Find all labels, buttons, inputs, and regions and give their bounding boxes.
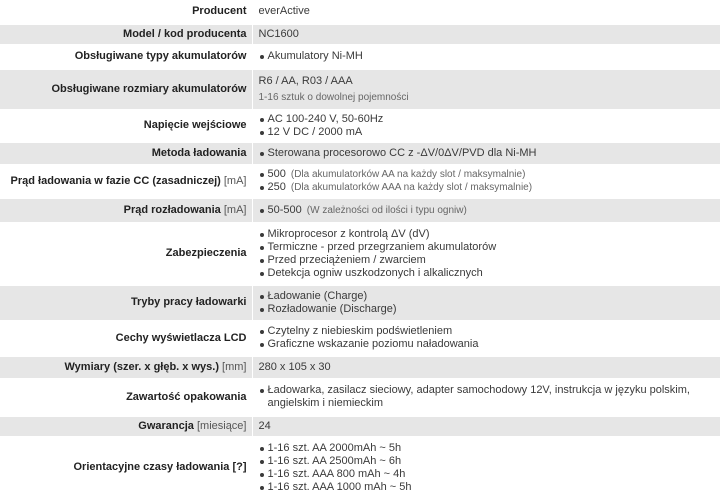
spec-label: Producent xyxy=(0,0,252,24)
list-item: Mikroprocesor z kontrolą ΔV (dV) xyxy=(259,228,720,241)
list-item: Rozładowanie (Discharge) xyxy=(259,303,720,316)
spec-label: Prąd ładowania w fazie CC (zasadniczej) [mA] xyxy=(0,164,252,198)
spec-value xyxy=(252,320,720,356)
list-item: 1-16 szt. AAA 800 mAh ~ 4h xyxy=(259,468,720,481)
spec-value-note: 1-16 sztuk o dowolnej pojemności xyxy=(258,91,409,103)
spec-label: Napięcie wejściowe xyxy=(0,109,252,142)
spec-row-charging-method xyxy=(0,142,720,164)
spec-label: Prąd rozładowania [mA] xyxy=(0,198,252,222)
spec-value xyxy=(252,164,720,198)
spec-value xyxy=(252,378,720,416)
spec-row-package-contents xyxy=(0,378,720,416)
spec-row-producer xyxy=(0,0,720,24)
spec-value xyxy=(252,222,720,285)
list-item: 1-16 szt. AAA 1000 mAh ~ 5h xyxy=(259,481,720,494)
spec-value xyxy=(252,109,720,142)
list-item: Czytelny z niebieskim podświetleniem xyxy=(259,325,720,338)
spec-label: Zawartość opakowania xyxy=(0,378,252,416)
spec-row-model xyxy=(0,24,720,44)
list-item: 12 V DC / 2000 mA xyxy=(259,126,720,139)
spec-label: Gwarancja [miesiące] xyxy=(0,416,252,436)
spec-unit: [miesiące] xyxy=(196,419,247,432)
spec-unit: [mm] xyxy=(222,360,247,373)
spec-label: Obsługiwane rozmiary akumulatorów xyxy=(0,69,252,109)
spec-value xyxy=(252,285,720,320)
spec-value xyxy=(252,69,720,109)
list-item: Termiczne - przed przegrzaniem akumulatorów xyxy=(259,241,720,254)
spec-value: everActive xyxy=(258,5,310,18)
spec-row-protections xyxy=(0,222,720,285)
list-item: Graficzne wskazanie poziomu naładowania xyxy=(259,338,720,351)
list-item: Akumulatory Ni-MH xyxy=(259,50,720,63)
spec-row-lcd xyxy=(0,320,720,356)
spec-unit: [mA] xyxy=(223,174,247,187)
spec-value xyxy=(252,436,720,499)
spec-row-dimensions xyxy=(0,356,720,378)
spec-value-text: R6 / AA, R03 / AAA xyxy=(258,74,353,87)
spec-label: Cechy wyświetlacza LCD xyxy=(0,320,252,356)
spec-row-modes xyxy=(0,285,720,320)
spec-label: Wymiary (szer. x głęb. x wys.) [mm] xyxy=(0,356,252,378)
spec-label: Metoda ładowania xyxy=(0,142,252,164)
spec-row-charge-current xyxy=(0,164,720,198)
spec-value xyxy=(252,44,720,69)
list-item: 250 (Dla akumulatorków AAA na każdy slot / maksymalnie) xyxy=(259,181,720,194)
spec-value xyxy=(252,198,720,222)
spec-value xyxy=(252,142,720,164)
list-item: 500 (Dla akumulatorków AA na każdy slot / maksymalnie) xyxy=(259,168,720,181)
list-item: Przed przeciążeniem / zwarciem xyxy=(259,254,720,267)
spec-unit: [mA] xyxy=(223,203,247,216)
list-item: AC 100-240 V, 50-60Hz xyxy=(259,113,720,126)
list-item: Sterowana procesorowo CC z -ΔV/0ΔV/PVD dla Ni-MH xyxy=(259,147,720,160)
spec-label: Model / kod producenta xyxy=(0,24,252,44)
spec-row-charging-times xyxy=(0,436,720,499)
spec-row-warranty xyxy=(0,416,720,436)
spec-value: 280 x 105 x 30 xyxy=(258,360,331,373)
spec-label: Zabezpieczenia xyxy=(0,222,252,285)
list-item: Detekcja ogniw uszkodzonych i alkalicznych xyxy=(259,267,720,280)
spec-row-battery-sizes xyxy=(0,69,720,109)
list-item: Ładowarka, zasilacz sieciowy, adapter samochodowy 12V, instrukcja w języku polskim, angielskim i niemieckim xyxy=(259,384,720,410)
list-item: 1-16 szt. AA 2500mAh ~ 6h xyxy=(259,455,720,468)
spec-label: Tryby pracy ładowarki xyxy=(0,285,252,320)
spec-label: Orientacyjne czasy ładowania [?] xyxy=(0,436,252,499)
spec-row-input-voltage xyxy=(0,109,720,142)
spec-value: 24 xyxy=(258,419,271,432)
list-item: 50-500 (W zależności od ilości i typu ogniw) xyxy=(259,204,720,217)
list-item: Ładowanie (Charge) xyxy=(259,290,720,303)
spec-label: Obsługiwane typy akumulatorów xyxy=(0,44,252,69)
list-item: 1-16 szt. AA 2000mAh ~ 5h xyxy=(259,442,720,455)
spec-row-discharge-current xyxy=(0,198,720,222)
spec-value: NC1600 xyxy=(258,27,299,40)
spec-row-battery-types xyxy=(0,44,720,69)
